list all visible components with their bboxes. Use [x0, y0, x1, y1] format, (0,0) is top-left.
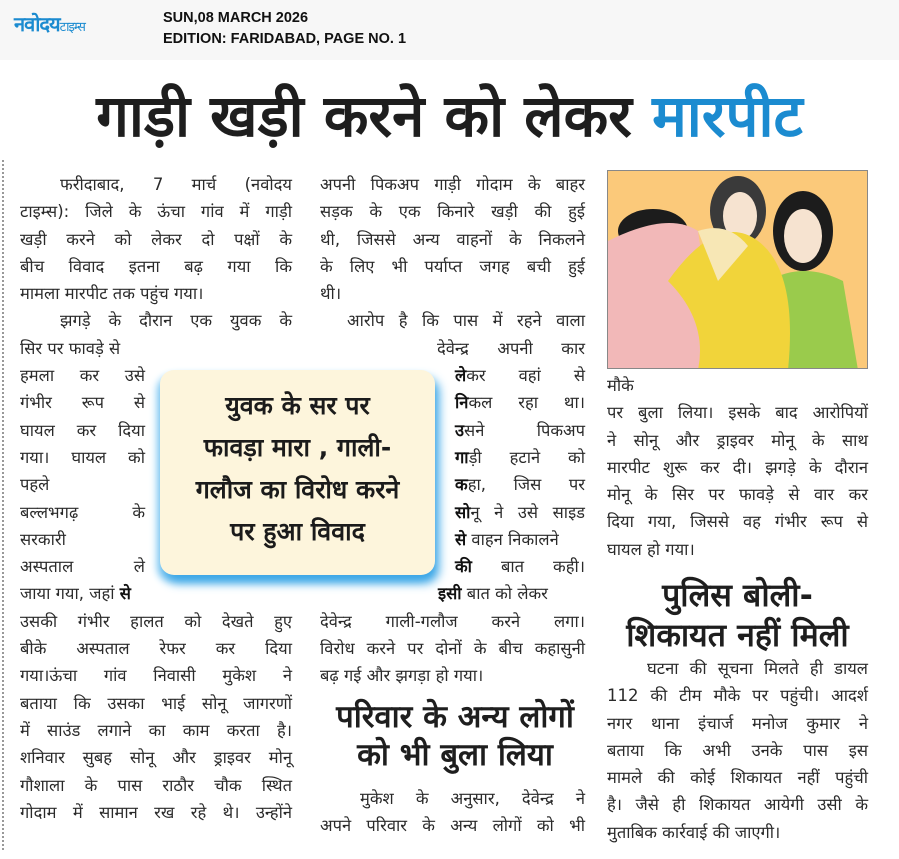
- text-line: सड़क के एक किनारे खड़ी की हुई: [320, 202, 585, 222]
- bold-fragment: से: [455, 529, 467, 549]
- text-line: [455, 417, 585, 444]
- text-line: [455, 362, 585, 389]
- article-column-2: [320, 171, 585, 690]
- text-line: बल्लभगढ़ के: [20, 502, 145, 522]
- text-line: अपने परिवार के अन्य लोगों को भी: [320, 816, 585, 836]
- text-line: आरोप है कि पास में रहने वाला: [347, 311, 585, 331]
- text-line: पहले: [20, 475, 50, 495]
- text-line: [455, 526, 585, 553]
- bold-fragment: ले: [455, 366, 467, 386]
- text-line: [455, 389, 585, 416]
- text-line: बताया कि उसका भाई सोनू जागरणों: [20, 693, 292, 713]
- text-line: [20, 580, 292, 607]
- issue-date: SUN,08 MARCH 2026: [163, 10, 309, 26]
- text-line: [455, 471, 585, 498]
- bold-fragment: उ: [455, 420, 465, 440]
- text-fragment: कल रहा था।: [468, 393, 585, 413]
- text-line: मुकेश के अनुसार, देवेन्द्र ने: [360, 789, 585, 808]
- scuffle-illustration-icon: [608, 171, 868, 369]
- column-rule: [2, 160, 4, 850]
- text-line: मामला मारपीट तक पहुंच गया।: [20, 284, 204, 304]
- bold-fragment: नि: [455, 393, 469, 413]
- text-fragment: सने पिकअप: [464, 420, 585, 440]
- text-fragment: कर वहां से: [466, 366, 585, 386]
- logo-main: नवोदय: [14, 12, 60, 36]
- headline: [0, 78, 899, 154]
- text-fragment: ड़ी हटाने को: [468, 447, 585, 467]
- text-line: गौशाला के पास राठौर चौक स्थित: [20, 775, 292, 795]
- text-fragment: नू ने उसे साइड: [470, 502, 585, 522]
- pull-quote-line: गलौज का विरोध करने: [195, 475, 400, 504]
- text-line: सिर पर फावड़े से: [20, 338, 121, 358]
- subheading-line: पुलिस बोली-: [662, 576, 813, 614]
- article-column-2-end: [320, 785, 585, 840]
- logo-sub: टाइम्स: [59, 20, 85, 35]
- text-fragment: वाहन निकालने: [471, 529, 559, 549]
- text-line: बताया कि अभी उनके पास इस: [607, 740, 868, 760]
- subheading-line: परिवार के अन्य लोगों: [336, 699, 574, 735]
- bold-fragment: सो: [455, 502, 471, 522]
- text-line: थी।: [320, 284, 342, 304]
- text-line: घटना की सूचना मिलते ही डायल: [647, 659, 868, 678]
- headline-accent: मारपीट: [652, 82, 803, 150]
- pull-quote-line: फावड़ा मारा , गाली-: [203, 433, 392, 462]
- subheading-line: शिकायत नहीं मिली: [626, 616, 849, 654]
- pull-quote-line: पर हुआ विवाद: [230, 517, 365, 546]
- text-line: के लिए भी पर्याप्त जगह बची हुई: [320, 256, 585, 276]
- text-line: नगर थाना इंचार्ज मनोज कुमार ने: [607, 713, 868, 733]
- edition-info: [163, 8, 406, 50]
- subheading-police: [600, 575, 875, 655]
- pull-quote-line: युवक के सर पर: [225, 391, 370, 420]
- text-line: [455, 444, 585, 471]
- article-column-3: [607, 372, 868, 563]
- bold-fragment: क: [455, 475, 468, 495]
- text-fragment: हा, जिस पर: [467, 475, 585, 495]
- text-line: गंभीर रूप से: [20, 393, 145, 413]
- text-line: [455, 499, 585, 526]
- text-line: फरीदाबाद, 7 मार्च (नवोदय: [60, 175, 292, 194]
- bold-fragment: की: [455, 557, 472, 577]
- text-line: बीच विवाद इतना बढ़ गया कि: [20, 256, 292, 276]
- text-line: घायल कर दिया: [20, 420, 145, 440]
- bold-fragment: से: [119, 584, 131, 604]
- text-line: थी, जिससे अन्य वाहनों के निकलने: [320, 229, 585, 249]
- text-line: विरोध करने पर दोनों के बीच कहासुनी: [320, 639, 585, 659]
- text-line: सरकारी: [20, 529, 66, 549]
- text-line: हमला कर उसे: [20, 366, 145, 386]
- header-bar: [0, 0, 899, 60]
- text-line: झगड़े के दौरान एक युवक के: [60, 311, 292, 331]
- text-line: घायल हो गया।: [607, 539, 695, 559]
- text-line: मुताबिक कार्रवाई की जाएगी।: [607, 822, 781, 842]
- text-line: पर बुला लिया। इसके बाद आरोपियों: [607, 403, 868, 423]
- bold-fragment: इसी: [438, 584, 462, 604]
- text-line: [455, 553, 585, 580]
- text-line: मारपीट शुरू कर दी। झगड़े के दौरान: [607, 457, 868, 477]
- edition-page: EDITION: FARIDABAD, PAGE NO. 1: [163, 31, 407, 47]
- text-line: है। जैसे ही शिकायत आयेगी उसी के: [607, 795, 868, 815]
- text-line: गया। घायल को: [20, 447, 145, 467]
- text-line: ने सोनू और ड्राइवर मोनू के साथ: [607, 430, 868, 450]
- bold-fragment: गा: [455, 447, 469, 467]
- text-line: बढ़ गई और झगड़ा हो गया।: [320, 666, 484, 686]
- text-line: देवेन्द्र अपनी कार: [437, 338, 585, 358]
- text-line: अपनी पिकअप गाड़ी गोदाम के बाहर: [320, 175, 585, 194]
- illustration-image: [607, 170, 868, 369]
- text-fragment: जाया गया, जहां: [20, 584, 115, 604]
- text-fragment: बात कही।: [500, 557, 586, 577]
- subheading-family: [310, 698, 600, 774]
- text-line: [320, 580, 585, 607]
- text-line: दिया गया, जिससे वह गंभीर रूप से: [607, 512, 868, 532]
- headline-main: गाड़ी खड़ी करने को लेकर: [96, 82, 632, 150]
- text-line: बीके अस्पताल रेफर कर दिया: [20, 639, 292, 659]
- text-line: मोनू के सिर पर फावड़े से वार कर: [607, 485, 868, 505]
- text-line: देवेन्द्र गाली-गलौज करने लगा।: [320, 611, 585, 631]
- text-line: 112 की टीम मौके पर पहुंची। आदर्श: [607, 686, 868, 706]
- text-line: अस्पताल ले: [20, 557, 145, 577]
- text-line: मौके: [607, 376, 634, 395]
- text-line: टाइम्स): जिले के ऊंचा गांव में गाड़ी: [20, 202, 292, 222]
- text-line: गोदाम में सामान रख रहे थे। उन्होंने: [20, 802, 292, 822]
- text-line: शनिवार सुबह सोनू और ड्राइवर मोनू: [20, 748, 292, 768]
- article-column-3-end: [607, 655, 868, 846]
- text-fragment: बात को लेकर: [466, 584, 548, 604]
- text-line: में साउंड लगाने का काम करता है।: [20, 720, 292, 740]
- text-line: उसकी गंभीर हालत को देखते हुए: [20, 611, 292, 631]
- text-line: मामले की कोई शिकायत नहीं पहुंची: [607, 768, 868, 788]
- subheading-line: को भी बुला लिया: [357, 737, 553, 773]
- text-line: गया।ऊंचा गांव निवासी मुकेश ने: [20, 666, 292, 686]
- text-line: खड़ी करने को लेकर दो पक्षों के: [20, 229, 292, 249]
- newspaper-logo: [14, 10, 85, 37]
